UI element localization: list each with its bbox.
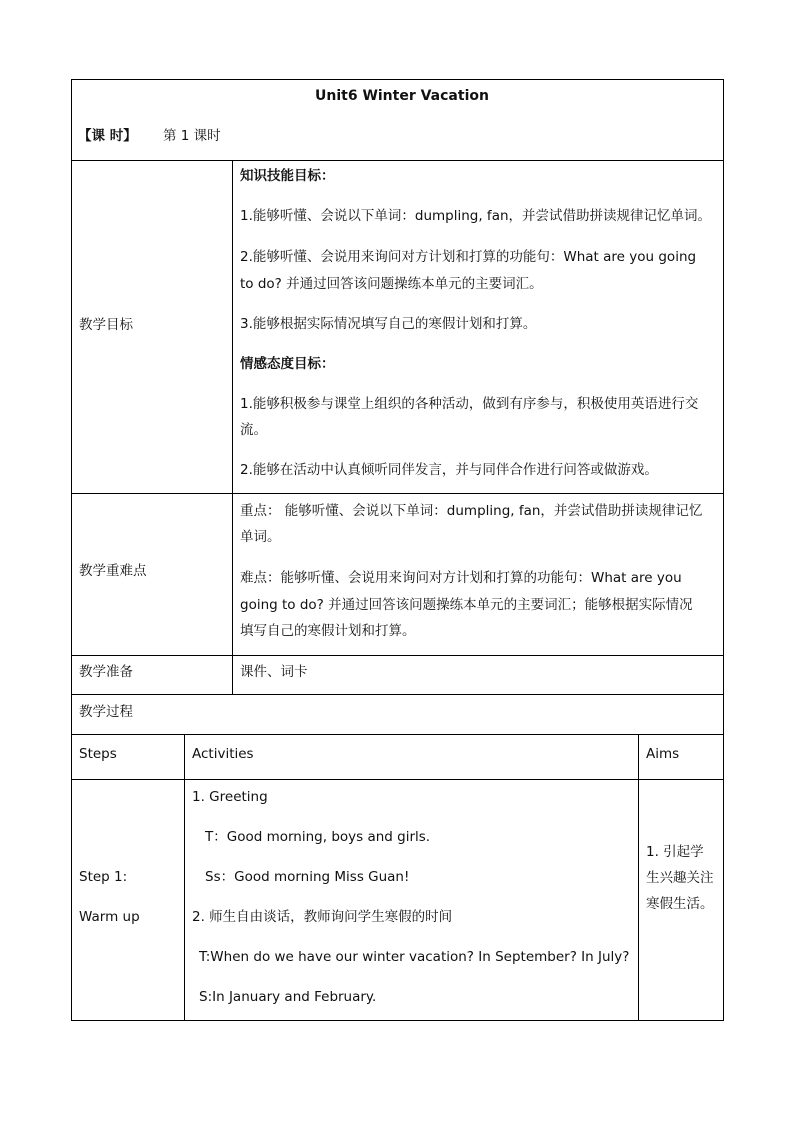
column-header-activities: Activities xyxy=(192,746,254,762)
page-title: Unit6 Winter Vacation xyxy=(315,88,489,104)
step-1-name: Warm up xyxy=(79,909,140,925)
column-header-steps: Steps xyxy=(79,746,117,762)
knowledge-item-1: 1.能够听懂、会说以下单词：dumpling, fan，并尝试借助拼读规律记忆单词。 xyxy=(240,208,712,224)
process-label: 教学过程 xyxy=(79,704,133,720)
difficulty-line-3: 填写自己的寒假计划和打算。 xyxy=(240,623,416,639)
table-border-top xyxy=(71,79,724,80)
focus-line-1: 重点： 能够听懂、会说以下单词：dumpling, fan，并尝试借助拼读规律记忆 xyxy=(240,503,703,519)
activity-line: Ss：Good morning Miss Guan! xyxy=(205,869,410,885)
knowledge-item-2-line-2: to do? 并通过回答该问题操练本单元的主要词汇。 xyxy=(240,276,543,292)
lesson-label: 【课 时】 xyxy=(78,128,137,144)
attitude-heading: 情感态度目标： xyxy=(240,356,335,372)
knowledge-item-3: 3.能够根据实际情况填写自己的寒假计划和打算。 xyxy=(240,316,537,332)
activity-line: T:When do we have our winter vacation? In September? In July? xyxy=(199,949,630,965)
objectives-label: 教学目标 xyxy=(79,317,133,333)
row-divider xyxy=(71,694,724,695)
column-header-aims: Aims xyxy=(646,746,680,762)
preparation-value: 课件、词卡 xyxy=(240,664,308,680)
activity-line: T：Good morning, boys and girls. xyxy=(205,829,431,845)
knowledge-item-2-line-1: 2.能够听懂、会说用来询问对方计划和打算的功能句：What are you going xyxy=(240,249,697,265)
attitude-item-2: 2.能够在活动中认真倾听同伴发言，并与同伴合作进行问答或做游戏。 xyxy=(240,462,658,478)
key-points-label: 教学重难点 xyxy=(79,563,147,579)
row-divider xyxy=(71,655,724,656)
row-divider xyxy=(71,493,724,494)
step-1-number: Step 1: xyxy=(79,869,128,885)
difficulty-line-2: going to do? 并通过回答该问题操练本单元的主要词汇；能够根据实际情况 xyxy=(240,597,693,613)
activity-line: 2. 师生自由谈话，教师询问学生寒假的时间 xyxy=(192,909,453,925)
row-divider xyxy=(71,160,724,161)
column-divider xyxy=(638,734,639,1021)
lesson-value: 第 1 课时 xyxy=(163,128,221,144)
column-divider xyxy=(184,734,185,1021)
aim-line-1: 1. 引起学 xyxy=(646,844,704,860)
table-border-bottom xyxy=(71,1020,724,1021)
table-border-left xyxy=(71,79,72,1021)
aim-line-2: 生兴趣关注 xyxy=(646,870,714,886)
attitude-item-1-line-1: 1.能够积极参与课堂上组织的各种活动，做到有序参与，积极使用英语进行交 xyxy=(240,396,699,412)
row-divider xyxy=(71,734,724,735)
activity-line: 1. Greeting xyxy=(192,789,268,805)
attitude-item-1-line-2: 流。 xyxy=(240,422,267,438)
difficulty-line-1: 难点：能够听懂、会说用来询问对方计划和打算的功能句：What are you xyxy=(240,570,682,586)
aim-line-3: 寒假生活。 xyxy=(646,896,714,912)
focus-line-2: 单词。 xyxy=(240,529,281,545)
knowledge-heading: 知识技能目标： xyxy=(240,168,335,184)
table-border-right xyxy=(723,79,724,1021)
row-divider xyxy=(71,779,724,780)
column-divider xyxy=(232,160,233,695)
activity-line: S:In January and February. xyxy=(199,989,377,1005)
preparation-label: 教学准备 xyxy=(79,664,133,680)
